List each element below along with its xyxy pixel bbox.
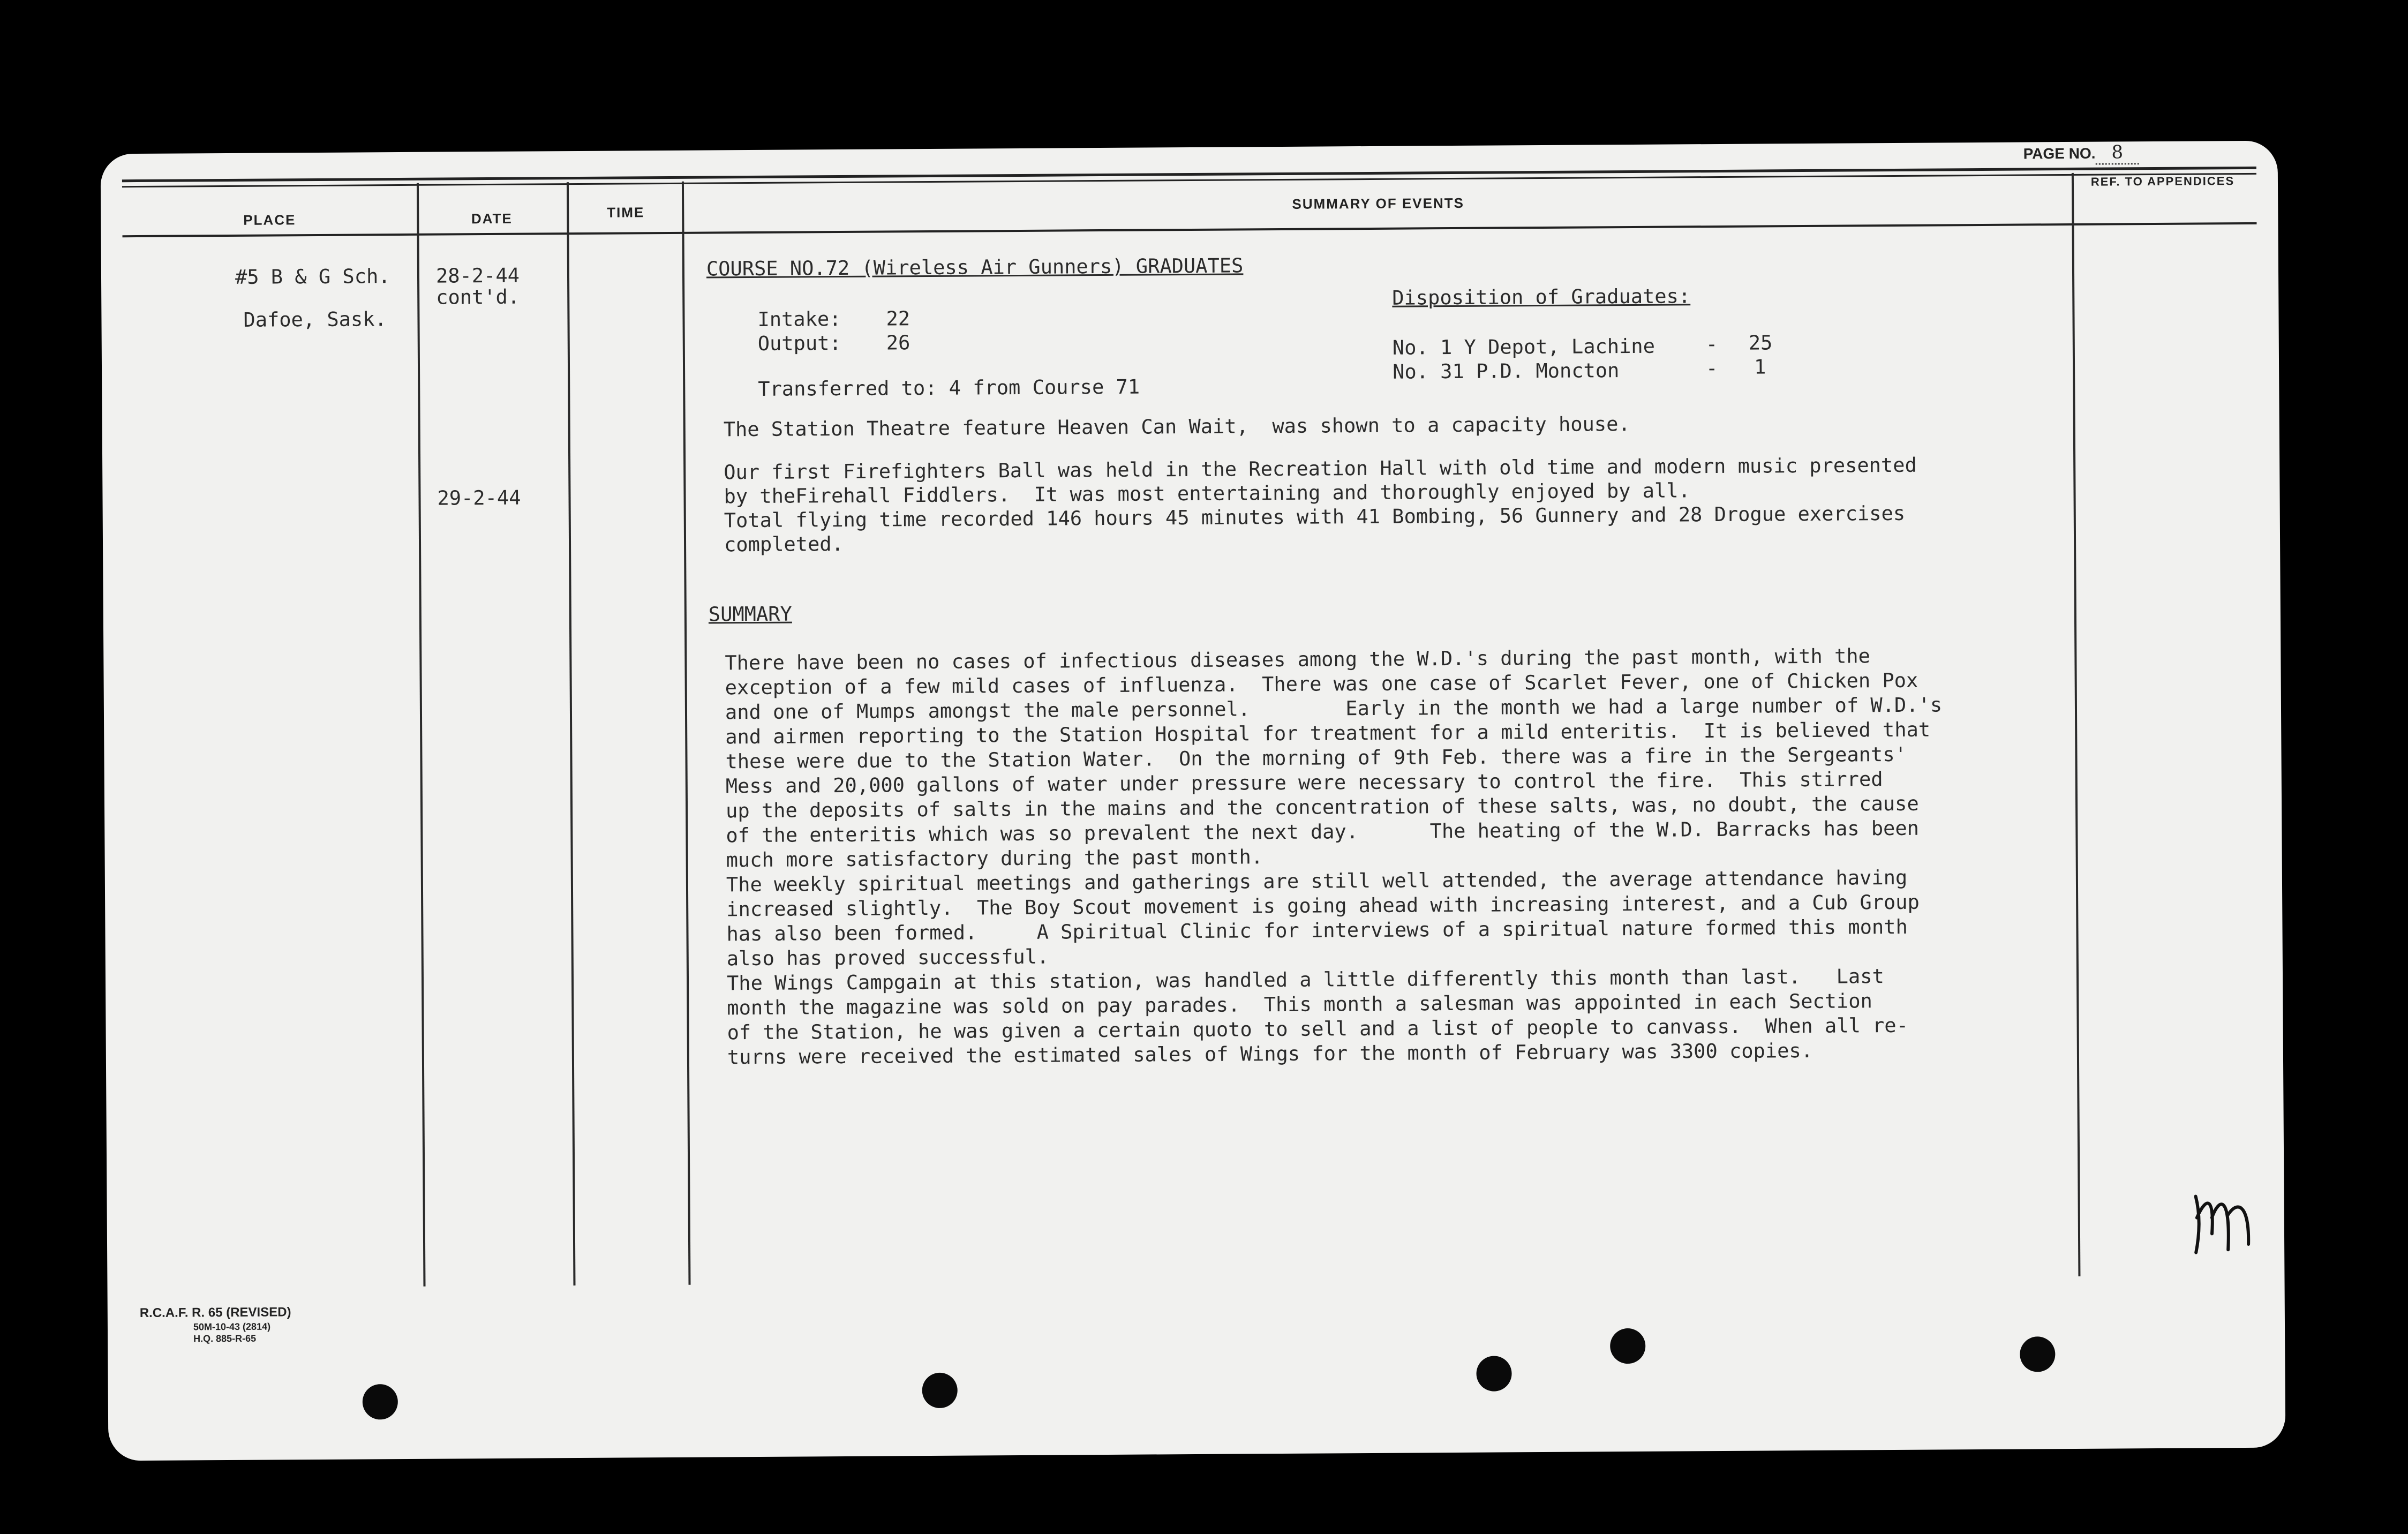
disposition-2-label: No. 31 P.D. Moncton: [1392, 359, 1620, 384]
summary-line: these were due to the Station Water. On the morning of 9th Feb. there was a fire in the Sergeants': [725, 742, 1907, 773]
event-flying-line-2: completed.: [724, 532, 844, 557]
column-header-summary: SUMMARY OF EVENTS: [1292, 194, 1465, 212]
summary-line: exception of a few mild cases of influenza. There was one case of Scarlet Fever, one of Chicken Pox: [725, 668, 1918, 700]
disposition-2-dash: -: [1705, 356, 1718, 380]
disposition-1-label: No. 1 Y Depot, Lachine: [1392, 334, 1656, 359]
summary-line: The Wings Campgain at this station, was handled a little differently this month than last. Last: [726, 965, 1884, 995]
page-number-value: 8: [2095, 141, 2139, 164]
summary-line: and one of Mumps amongst the male personnel. Early in the month we had a large number of W.D.'s: [725, 693, 1943, 724]
summary-line: of the enteritis which was so prevalent the next day. The heating of the W.D. Barracks has been: [726, 816, 1920, 847]
summary-line: month the magazine was sold on pay parades. This month a salesman was appointed in each Section: [727, 989, 1872, 1020]
date-entry-1-continued: cont'd.: [436, 285, 520, 309]
column-rule-date: [567, 182, 576, 1285]
date-entry-1: 28-2-44: [435, 264, 520, 288]
form-code-2: H.Q. 885-R-65: [193, 1333, 257, 1344]
intake-label: Intake:: [757, 307, 841, 331]
column-header-date: DATE: [471, 210, 513, 227]
column-rule-time: [682, 182, 691, 1285]
summary-line: also has proved successful.: [726, 945, 1049, 971]
summary-line: up the deposits of salts in the mains and the concentration of these salts, was, no doubt, the cause: [725, 792, 1919, 823]
place-station: #5 B & G Sch.: [235, 265, 390, 289]
diary-card: [101, 141, 2286, 1461]
punch-hole: [1610, 1328, 1645, 1364]
summary-body: [725, 643, 1944, 1070]
summary-line: much more satisfactory during the past month.: [726, 845, 1263, 872]
disposition-1-value: 25: [1748, 331, 1773, 355]
intake-value: 22: [886, 307, 910, 330]
punch-hole: [2020, 1336, 2055, 1372]
punch-hole: [363, 1384, 398, 1419]
disposition-2-value: 1: [1754, 355, 1766, 379]
summary-heading: SUMMARY: [708, 602, 792, 626]
form-name: R.C.A.F. R. 65 (REVISED): [139, 1305, 291, 1321]
output-value: 26: [886, 331, 910, 355]
disposition-title: Disposition of Graduates:: [1392, 284, 1691, 310]
course-title: COURSE NO.72 (Wireless Air Gunners) GRADUATES: [706, 254, 1244, 281]
summary-line: increased slightly. The Boy Scout movement is going ahead with increasing interest, and a Cub Group: [726, 890, 1920, 921]
output-label: Output:: [757, 331, 841, 355]
event-theatre: The Station Theatre feature Heaven Can Wait, was shown to a capacity house.: [723, 412, 1630, 441]
form-code-1: 50M-10-43 (2814): [193, 1321, 271, 1333]
column-rule-place: [417, 183, 426, 1287]
summary-line: and airmen reporting to the Station Hospital for treatment for a mild enteritis. It is believed that: [725, 718, 1931, 749]
summary-line: has also been formed. A Spiritual Clinic for interviews of a spiritual nature formed this month: [726, 915, 1908, 946]
initials-signature: [2190, 1185, 2255, 1255]
event-flying-line-1: Total flying time recorded 146 hours 45 minutes with 41 Bombing, 56 Gunnery and 28 Drogue exercises: [724, 501, 1906, 532]
page-number: PAGE NO. 8: [2023, 141, 2140, 163]
form-identifier: [140, 1304, 291, 1345]
summary-line: Mess and 20,000 gallons of water under pressure were necessary to control the fire. This stirred: [725, 768, 1883, 798]
summary-line: of the Station, he was given a certain quoto to sell and a list of people to canvass. When all re-: [727, 1013, 1909, 1044]
summary-line: The weekly spiritual meetings and gatherings are still well attended, the average attendance having: [726, 866, 1908, 897]
column-header-place: PLACE: [243, 212, 296, 228]
date-entry-2: 29-2-44: [437, 486, 521, 510]
summary-line: There have been no cases of infectious diseases among the W.D.'s during the past month, with the: [725, 644, 1870, 675]
event-ball-line-1: Our first Firefighters Ball was held in the Recreation Hall with old time and modern music presented: [724, 453, 1917, 484]
place-location: Dafoe, Sask.: [243, 307, 387, 332]
punch-hole: [1476, 1356, 1511, 1391]
column-header-time: TIME: [607, 204, 645, 221]
column-header-ref: REF. TO APPENDICES: [2090, 174, 2235, 189]
disposition-1-dash: -: [1705, 333, 1718, 356]
transferred-line: Transferred to: 4 from Course 71: [758, 375, 1140, 401]
summary-line: turns were received the estimated sales of Wings for the month of February was 3300 copies.: [727, 1039, 1813, 1069]
event-ball-line-2: by theFirehall Fiddlers. It was most entertaining and thoroughly enjoyed by all.: [724, 479, 1690, 508]
column-rule-summary: [2072, 173, 2081, 1276]
punch-hole: [922, 1373, 958, 1408]
